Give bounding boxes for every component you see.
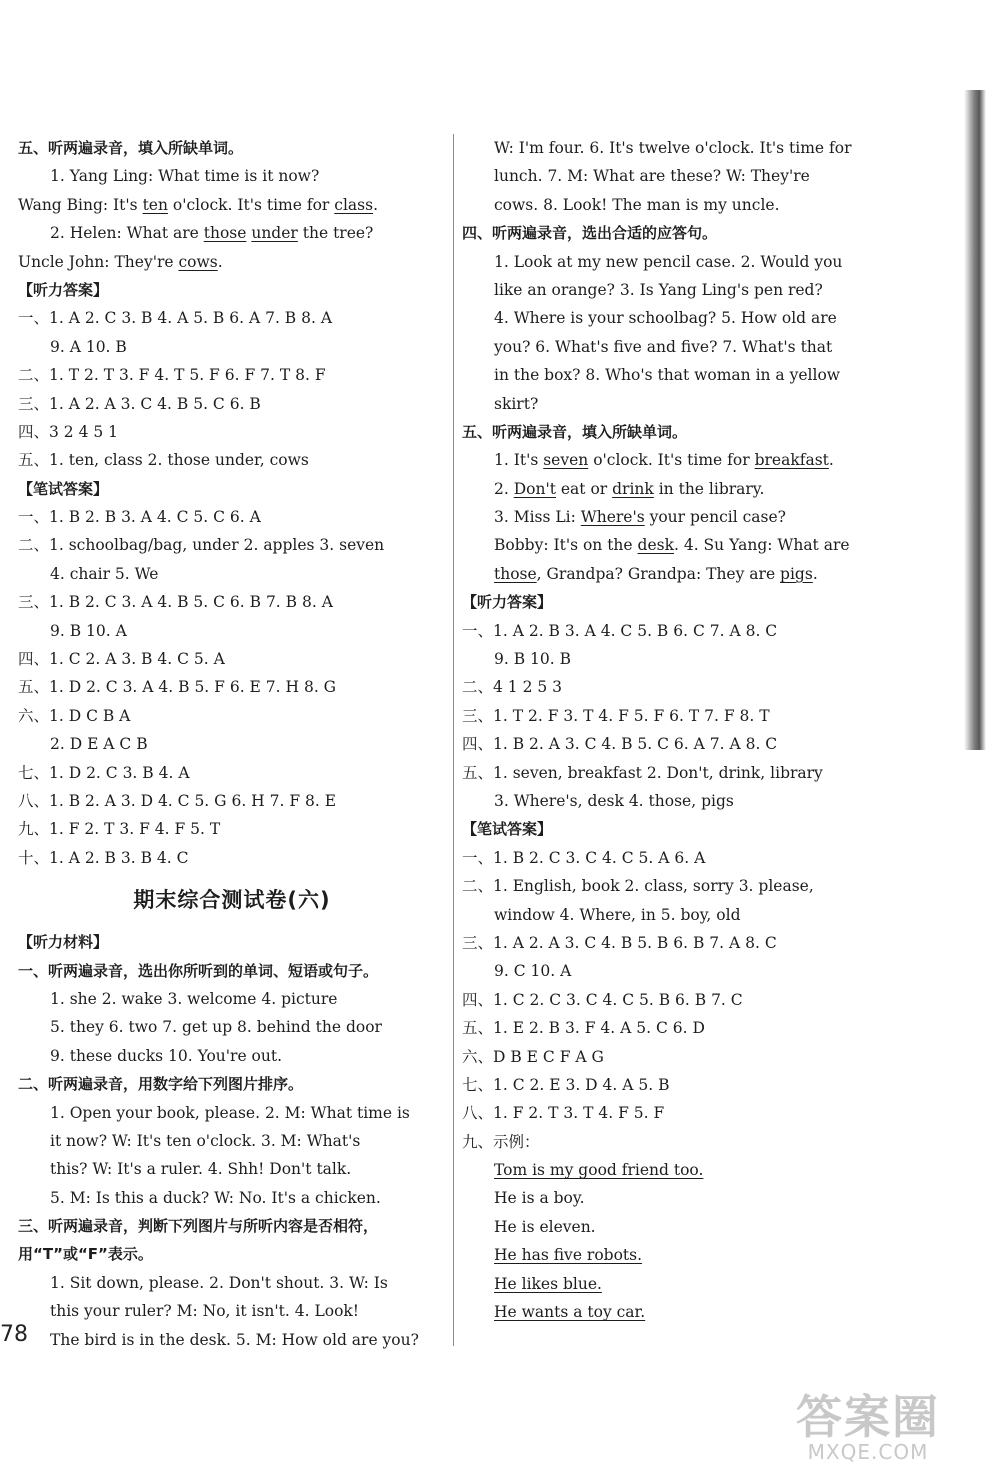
written-answers-heading: 【笔试答案】 xyxy=(462,820,553,839)
listening-material-heading: 【听力材料】 xyxy=(18,933,109,952)
right-column xyxy=(462,134,892,1326)
text-line: 5. M: Is this a duck? W: No. It's a chicken. xyxy=(50,1188,381,1207)
column-divider xyxy=(453,134,454,1346)
answer-line: 一、1. B 2. C 3. C 4. C 5. A 6. A xyxy=(462,848,706,867)
text-line: 2. Don't eat or drink in the library. xyxy=(494,479,765,498)
example-line: He likes blue. xyxy=(494,1274,602,1293)
answer-line: 一、1. B 2. B 3. A 4. C 5. C 6. A xyxy=(18,508,261,527)
answer-line: 八、1. F 2. T 3. T 4. F 5. F xyxy=(462,1104,665,1123)
text-line: lunch. 7. M: What are these? W: They're xyxy=(494,167,810,186)
answer-line: 四、1. B 2. A 3. C 4. B 5. C 6. A 7. A 8. C xyxy=(462,735,778,754)
section-heading: 一、听两遍录音，选出你所听到的单词、短语或句子。 xyxy=(18,961,379,980)
text-line: 1. she 2. wake 3. welcome 4. picture xyxy=(50,989,338,1008)
text-line: Wang Bing: It's ten o'clock. It's time for class. xyxy=(18,195,378,214)
answer-line: 六、D B E C F A G xyxy=(462,1047,604,1066)
answer-line: 二、1. T 2. T 3. F 4. T 5. F 6. F 7. T 8. F xyxy=(18,366,326,385)
text-line: 1. It's seven o'clock. It's time for breakfast. xyxy=(494,451,834,470)
answer-line: 四、1. C 2. C 3. C 4. C 5. B 6. B 7. C xyxy=(462,990,743,1009)
text-line: 1. Sit down, please. 2. Don't shout. 3. W: Is xyxy=(50,1273,388,1292)
text-line: 5. they 6. two 7. get up 8. behind the door xyxy=(50,1018,382,1037)
page-number: 78 xyxy=(0,1322,28,1347)
answer-line: 三、1. A 2. A 3. C 4. B 5. B 6. B 7. A 8. C xyxy=(462,933,777,952)
section-heading: 三、听两遍录音，判断下列图片与所听内容是否相符， xyxy=(18,1217,379,1236)
section-title: 期末综合测试卷(六) xyxy=(133,888,331,913)
answer-line: 九、示例： xyxy=(462,1132,540,1151)
section-heading: 二、听两遍录音，用数字给下列图片排序。 xyxy=(18,1075,304,1094)
text-line: like an orange? 3. Is Yang Ling's pen red? xyxy=(494,280,823,299)
answer-line: 9. B 10. A xyxy=(50,621,127,640)
answer-line: 五、1. E 2. B 3. F 4. A 5. C 6. D xyxy=(462,1019,705,1038)
answer-line: 五、1. D 2. C 3. A 4. B 5. F 6. E 7. H 8. G xyxy=(18,678,337,697)
answer-line: 9. B 10. B xyxy=(494,650,572,669)
section-heading-cont: 用“T”或“F”表示。 xyxy=(18,1245,153,1264)
listening-answers-heading: 【听力答案】 xyxy=(18,280,109,299)
watermark-site-text: MXQE.COM xyxy=(807,1440,929,1464)
answer-line: 9. C 10. A xyxy=(494,962,572,981)
text-line: 2. Helen: What are those under the tree? xyxy=(50,224,374,243)
answer-line: 三、1. A 2. A 3. C 4. B 5. C 6. B xyxy=(18,394,261,413)
text-line: 1. Look at my new pencil case. 2. Would you xyxy=(494,252,843,271)
example-line: He is a boy. xyxy=(494,1189,585,1208)
text-line: 9. these ducks 10. You're out. xyxy=(50,1046,283,1065)
answer-line: 二、1. English, book 2. class, sorry 3. please, xyxy=(462,877,814,896)
text-line: 1. Yang Ling: What time is it now? xyxy=(50,167,320,186)
text-line: W: I'm four. 6. It's twelve o'clock. It's time for xyxy=(494,139,852,157)
answer-line: 八、1. B 2. A 3. D 4. C 5. G 6. H 7. F 8. E xyxy=(18,791,337,810)
answer-line: 一、1. A 2. B 3. A 4. C 5. B 6. C 7. A 8. C xyxy=(462,621,778,640)
answer-line: 五、1. ten, class 2. those under, cows xyxy=(18,451,309,470)
answer-line: 2. D E A C B xyxy=(50,735,148,754)
text-line: The bird is in the desk. 5. M: How old are you? xyxy=(50,1330,419,1349)
answer-line: window 4. Where, in 5. boy, old xyxy=(494,905,741,924)
written-answers-heading: 【笔试答案】 xyxy=(18,479,109,498)
answer-line: 四、3 2 4 5 1 xyxy=(18,422,119,441)
answer-line: 四、1. C 2. A 3. B 4. C 5. A xyxy=(18,650,225,669)
text-line: Bobby: It's on the desk. 4. Su Yang: What are xyxy=(494,536,850,555)
answer-line: 七、1. C 2. E 3. D 4. A 5. B xyxy=(462,1075,670,1094)
section-heading: 五、听两遍录音，填入所缺单词。 xyxy=(462,422,688,441)
answer-line: 三、1. T 2. F 3. T 4. F 5. F 6. T 7. F 8. T xyxy=(462,706,770,725)
example-line: He is eleven. xyxy=(494,1217,596,1236)
answer-line: 二、4 1 2 5 3 xyxy=(462,678,563,697)
text-line: cows. 8. Look! The man is my uncle. xyxy=(494,195,780,214)
watermark-logo-text: 答案圈 xyxy=(796,1390,940,1444)
listening-answers-heading: 【听力答案】 xyxy=(462,593,553,612)
watermark xyxy=(758,1392,978,1462)
text-line: in the box? 8. Who's that woman in a yellow xyxy=(494,366,841,385)
answer-line: 9. A 10. B xyxy=(50,337,127,356)
text-line: those, Grandpa? Grandpa: They are pigs. xyxy=(494,564,818,583)
text-line: skirt? xyxy=(494,394,539,413)
answer-line: 五、1. seven, breakfast 2. Don't, drink, library xyxy=(462,763,823,782)
answer-line: 4. chair 5. We xyxy=(50,564,159,583)
answer-line: 九、1. F 2. T 3. F 4. F 5. T xyxy=(18,820,221,839)
text-line: Uncle John: They're cows. xyxy=(18,252,223,271)
example-line: He wants a toy car. xyxy=(494,1303,646,1322)
answer-line: 七、1. D 2. C 3. B 4. A xyxy=(18,763,190,782)
text-line: this your ruler? M: No, it isn't. 4. Look! xyxy=(50,1302,360,1321)
section-heading: 五、听两遍录音，填入所缺单词。 xyxy=(18,139,244,157)
answer-line: 六、1. D C B A xyxy=(18,706,131,725)
example-line: Tom is my good friend too. xyxy=(494,1161,704,1180)
text-line: 1. Open your book, please. 2. M: What time is xyxy=(50,1103,410,1122)
answer-line: 十、1. A 2. B 3. B 4. C xyxy=(18,848,189,867)
page-edge-shadow xyxy=(964,90,986,750)
answer-line: 一、1. A 2. C 3. B 4. A 5. B 6. A 7. B 8. A xyxy=(18,309,333,328)
text-line: 4. Where is your schoolbag? 5. How old are xyxy=(494,309,837,328)
text-line: this? W: It's a ruler. 4. Shh! Don't talk. xyxy=(50,1160,352,1179)
example-line: He has five robots. xyxy=(494,1246,643,1265)
left-column xyxy=(18,134,446,1354)
answer-line: 3. Where's, desk 4. those, pigs xyxy=(494,791,734,810)
text-line: 3. Miss Li: Where's your pencil case? xyxy=(494,508,786,527)
answer-line: 二、1. schoolbag/bag, under 2. apples 3. seven xyxy=(18,536,385,555)
section-heading: 四、听两遍录音，选出合适的应答句。 xyxy=(462,224,718,243)
text-line: it now? W: It's ten o'clock. 3. M: What's xyxy=(50,1131,361,1150)
text-line: you? 6. What's five and five? 7. What's that xyxy=(494,337,833,356)
answer-line: 三、1. B 2. C 3. A 4. B 5. C 6. B 7. B 8. A xyxy=(18,593,333,612)
